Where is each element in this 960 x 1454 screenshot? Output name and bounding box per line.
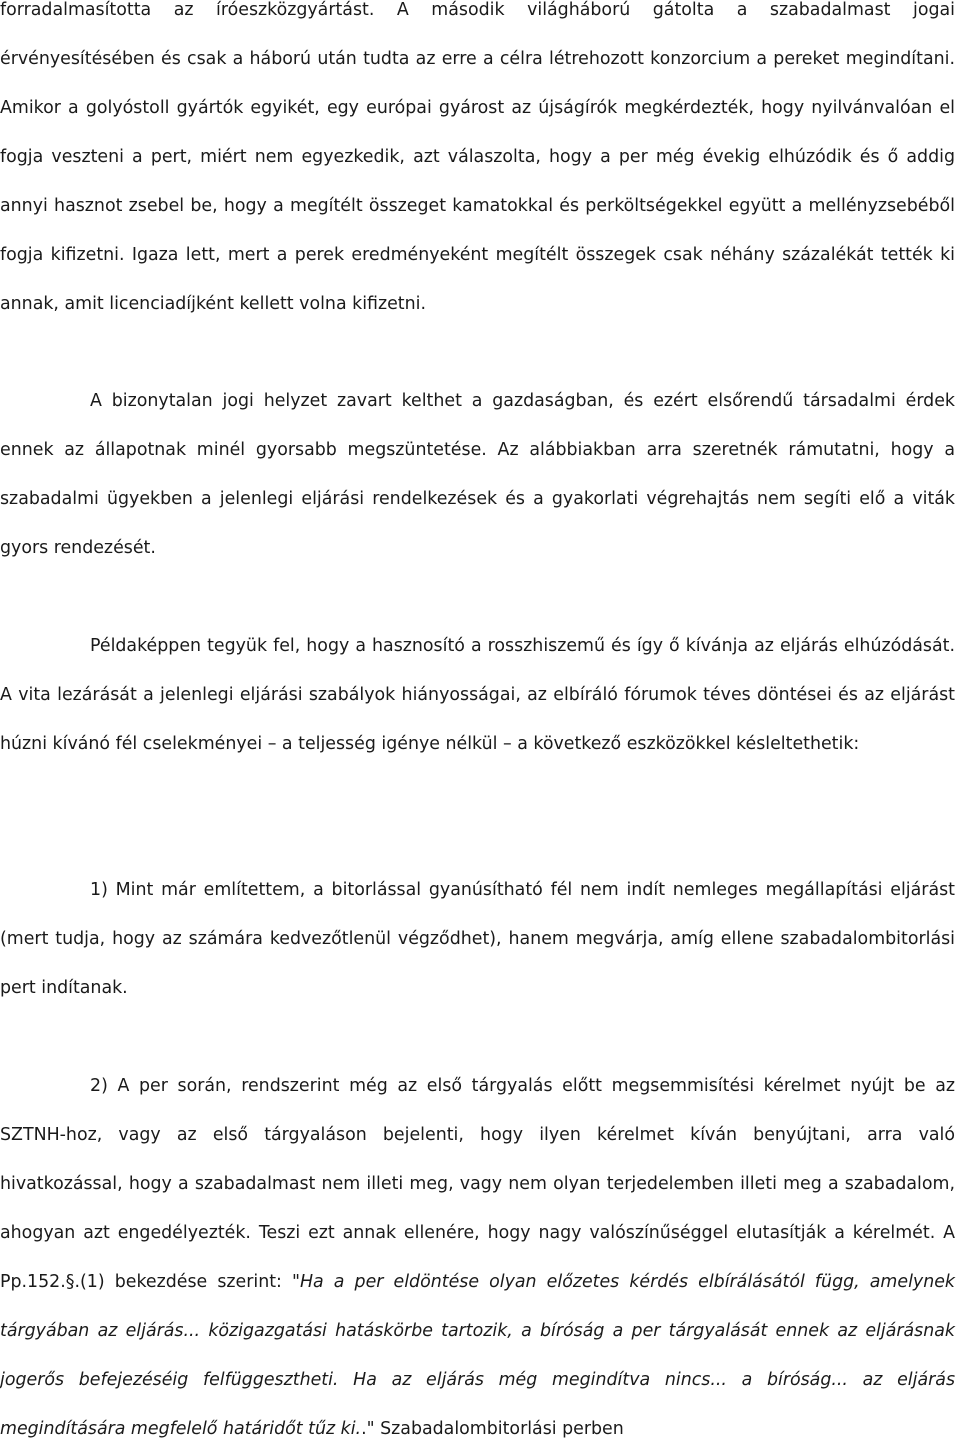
paragraph-2 <box>0 377 955 573</box>
paragraph-5 <box>0 1062 955 1454</box>
paragraph-4 <box>0 866 955 1013</box>
paragraph-3-text: Példaképpen tegyük fel, hogy a hasznosító a rosszhiszemű és így ő kívánja az eljárás elhúzódását. A vita lezárását a jelenlegi eljárási szabályok hiányosságai, az elbíráló fórumok téves döntései és az eljárást húzni kívánó fél cselekményei – a teljesség igénye nélkül – a következő eszközökkel késleltethetik: <box>0 636 955 754</box>
paragraph-1-text: forradalmasította az íróeszközgyártást. A második világháború gátolta a szabadalmast jogai érvényesítésében és csak a háború után tudta az erre a célra létrehozott konzorcium a pereket megindítani. Amikor a golyóstoll gyártók egyikét, egy európai gyárost az újságírók megkérdezték, hogy nyilvánvalóan el fogja veszteni a pert, miért nem egyezkedik, azt válaszolta, hogy a per még évekig elhúzódik és ő addig annyi hasznot zsebel be, hogy a megítélt összeget kamatokkal és perköltségekkel együtt a mellényzsebéből fogja kifizetni. Igaza lett, mert a perek eredményeként megítélt összegek csak néhány százalékát tették ki annak, amit licenciadíjként kellett volna kifizetni. <box>0 0 955 314</box>
paragraph-5-text-start: 2) A per során, rendszerint még az első tárgyalás előtt megsemmisítési kérelmet nyújt be az SZTNH-hoz, vagy az első tárgyaláson bejelenti, hogy ilyen kérelmet kíván benyújtani, arra való hivatkozással, hogy a szabadalmast nem illeti meg, vagy nem olyan terjedelemben illeti meg a szabadalom, ahogyan azt engedélyezték. Teszi ezt annak ellenére, hogy nagy valószínűséggel elutasítják a kérelmét. A Pp.152.§.(1) bekezdése szerint: " <box>0 1076 955 1292</box>
paragraph-1 <box>0 0 955 329</box>
quoted-law-text: Ha a per eldöntése olyan előzetes kérdés elbírálásától függ, amelynek tárgyában az eljárás... közigazgatási hatáskörbe tartozik, a bíróság a per tárgyalását ennek az eljárásnak jogerős befejezéséig felfüggesztheti. Ha az eljárás még megindítva nincs... a bíróság... az eljárás megindítására megfelelő határidőt tűz ki. <box>0 1272 955 1439</box>
paragraph-4-text: 1) Mint már említettem, a bitorlással gyanúsítható fél nem indít nemleges megállapítási eljárást (mert tudja, hogy az számára kedvezőtlenül végződhet), hanem megvárja, amíg ellene szabadalombitorlási pert indítanak. <box>0 880 955 998</box>
paragraph-2-text: A bizonytalan jogi helyzet zavart kelthet a gazdaságban, és ezért elsőrendű társadalmi érdek ennek az állapotnak minél gyorsabb megszüntetése. Az alábbiakban arra szeretnék rámutatni, hogy a szabadalmi ügyekben a jelenlegi eljárási rendelkezések és a gyakorlati végrehajtás nem segíti elő a viták gyors rendezését. <box>0 391 955 558</box>
paragraph-5-text-end: ." Szabadalombitorlási perben <box>361 1419 624 1439</box>
paragraph-3 <box>0 622 955 769</box>
